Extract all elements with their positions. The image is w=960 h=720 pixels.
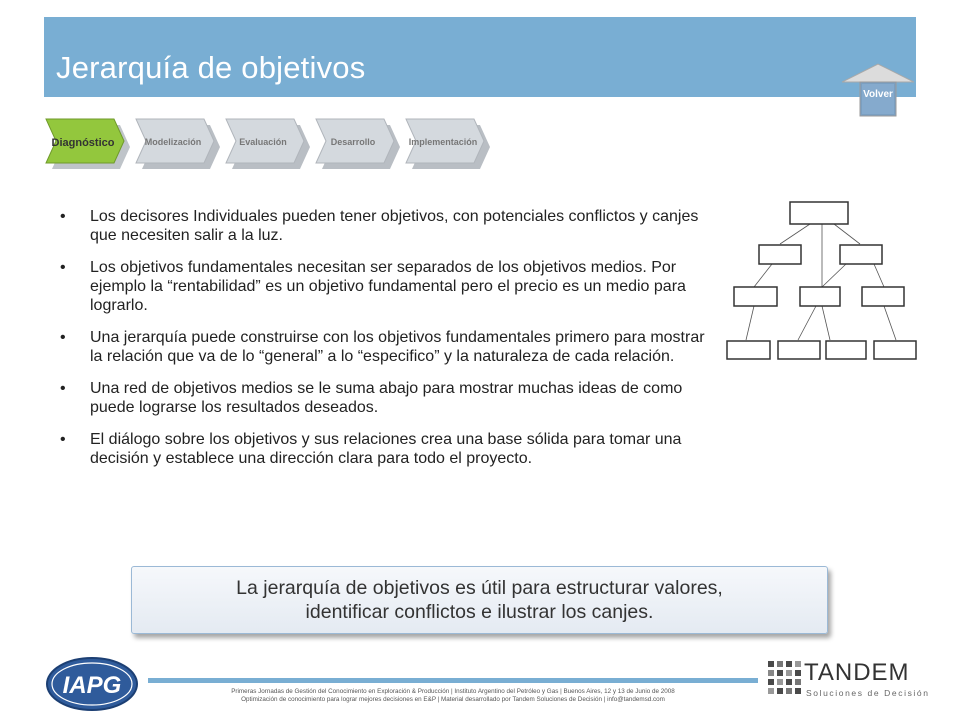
step-label: Implementación	[408, 137, 478, 147]
process-steps	[44, 117, 504, 171]
back-button[interactable]	[842, 62, 914, 120]
bullet-text: Una red de objetivos medios se le suma abajo para mostrar muchas ideas de como puede lograrse los resultados deseados.	[90, 380, 683, 416]
hierarchy-node	[727, 341, 770, 359]
hierarchy-node	[790, 202, 848, 224]
page-title: Jerarquía de objetivos	[56, 50, 366, 85]
bullet-text: El diálogo sobre los objetivos y sus relaciones crea una base sólida para tomar una decisión y establece una dirección clara para todo el proyecto.	[90, 431, 682, 467]
hierarchy-node	[759, 245, 801, 264]
bullet-item	[60, 379, 720, 417]
footer-text	[148, 688, 758, 704]
step-modelizacion[interactable]	[134, 117, 220, 171]
step-desarrollo[interactable]	[314, 117, 400, 171]
bullet-list	[60, 207, 720, 481]
bullet-dot-icon: •	[60, 208, 66, 225]
bullet-item	[60, 258, 720, 315]
iapg-logo-text: IAPG	[62, 672, 122, 699]
bullet-text: Una jerarquía puede construirse con los objetivos fundamentales primero para mostrar la relación que va de lo “general” a lo “especifico” y la naturaleza de cada relación.	[90, 329, 705, 365]
callout-line: identificar conflictos e ilustrar los canjes.	[305, 601, 654, 623]
footer-line: Primeras Jornadas de Gestión del Conocimiento en Exploración & Producción | Instituto Argentino del Petróleo y Gas | Buenos Aires, 12 y 13 de Junio de 2008	[231, 688, 675, 695]
bullet-item	[60, 430, 720, 468]
back-button-label: Volver	[863, 89, 893, 100]
callout-line: La jerarquía de objetivos es útil para estructurar valores,	[236, 577, 723, 599]
step-evaluacion[interactable]	[224, 117, 310, 171]
tandem-tagline: Soluciones de Decisión	[806, 688, 930, 698]
hierarchy-node	[874, 341, 916, 359]
bullet-item	[60, 328, 720, 366]
bullet-dot-icon: •	[60, 259, 66, 276]
bullet-text: Los objetivos fundamentales necesitan ser separados de los objetivos medios. Por ejemplo la “rentabilidad” es un objetivo fundamental pero el precio es un medio para lograrlo.	[90, 259, 686, 314]
hierarchy-diagram	[724, 196, 920, 362]
hierarchy-node	[862, 287, 904, 306]
hierarchy-node	[778, 341, 820, 359]
bullet-text: Los decisores Individuales pueden tener objetivos, con potenciales conflictos y canjes que necesiten salir a la luz.	[90, 208, 699, 244]
tandem-grid-icon	[768, 661, 802, 695]
step-implementacion[interactable]	[404, 117, 490, 171]
tandem-logo-text: TANDEM	[804, 659, 910, 686]
bullet-item	[60, 207, 720, 245]
step-label: Diagnóstico	[51, 137, 115, 149]
step-diagnostico[interactable]	[44, 117, 130, 171]
hierarchy-node	[800, 287, 840, 306]
step-label: Evaluación	[239, 137, 287, 147]
footer-bar	[148, 678, 758, 683]
callout-box	[131, 566, 828, 634]
hierarchy-node	[826, 341, 866, 359]
hierarchy-node	[840, 245, 882, 264]
footer-line: Optimización de conocimiento para lograr mejores decisiones en E&P | Material desarrollado por Tandem Soluciones de Decisión | info@tandemsd.com	[241, 696, 665, 703]
step-label: Modelización	[144, 137, 202, 147]
bullet-dot-icon: •	[60, 380, 66, 397]
iapg-logo	[46, 657, 138, 711]
bullet-dot-icon: •	[60, 329, 66, 346]
step-label: Desarrollo	[330, 137, 376, 147]
hierarchy-node	[734, 287, 777, 306]
bullet-dot-icon: •	[60, 431, 66, 448]
